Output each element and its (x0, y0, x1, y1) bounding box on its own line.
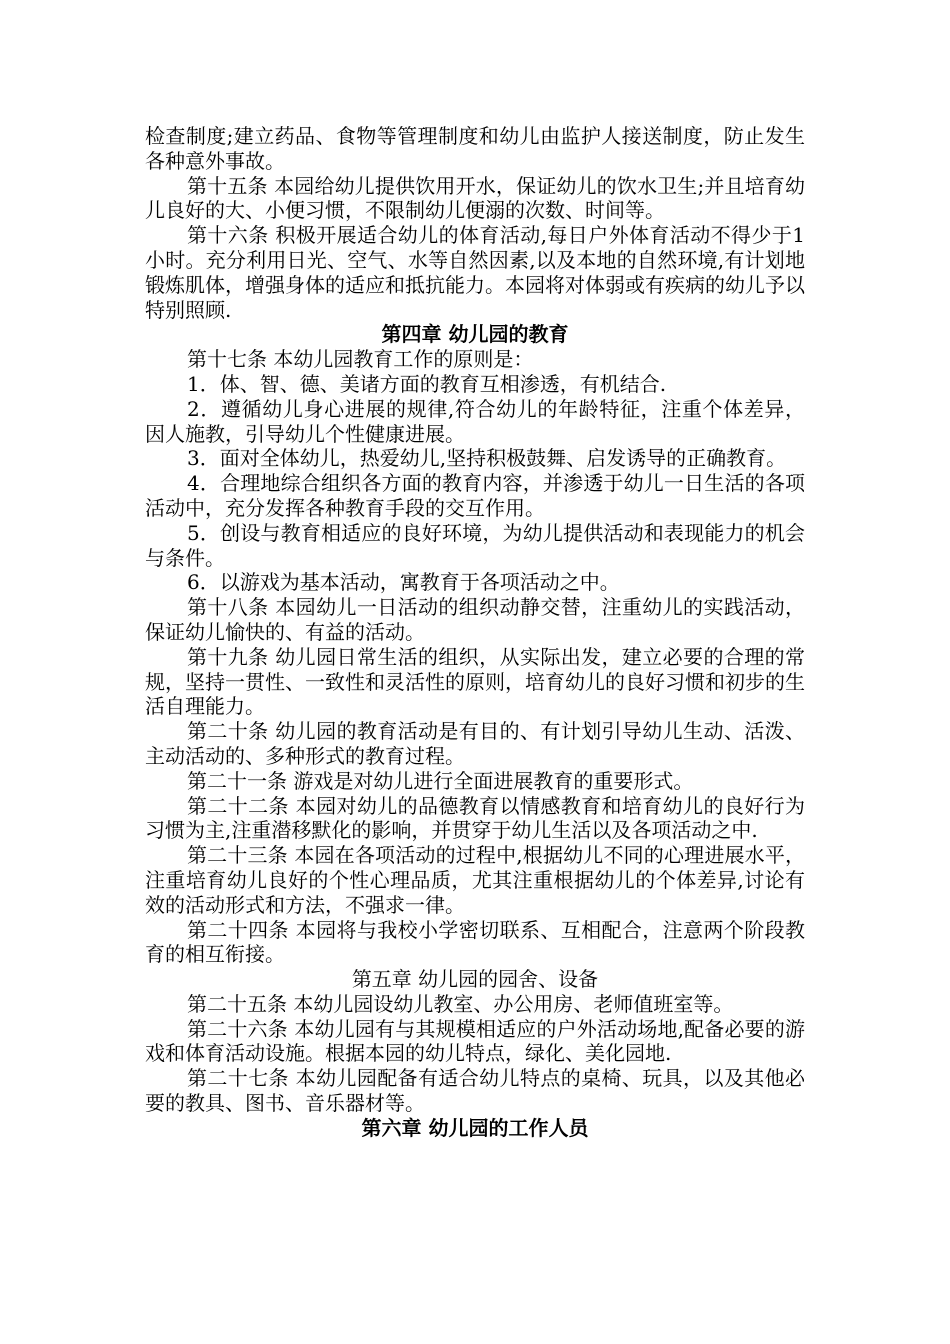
principle-6: 6．以游戏为基本活动，寓教育于各项活动之中。 (187, 570, 620, 595)
article-16: 第十六条 积极开展适合幼儿的体育活动,每日户外体育活动不得少于1小时。充分利用日光、空气、水等自然因素,以及本地的自然环境,有计划地锻炼肌体，增强身体的适应和抵抗能力。本园将对体弱或有疾病的幼儿予以特别照顾. (145, 223, 805, 322)
article-15: 第十五条 本园给幼儿提供饮用开水，保证幼儿的饮水卫生;并且培育幼儿良好的大、小便习惯，不限制幼儿便溺的次数、时间等。 (145, 173, 805, 223)
principle-1: 1．体、智、德、美诸方面的教育互相渗透，有机结合. (187, 371, 667, 396)
chapter-4-heading: 第四章 幼儿园的教育 (381, 322, 569, 347)
article-20: 第二十条 幼儿园的教育活动是有目的、有计划引导幼儿生动、活泼、主动活动的、多种形式的教育过程。 (145, 719, 805, 768)
article-23: 第二十三条 本园在各项活动的过程中,根据幼儿不同的心理进展水平，注重培育幼儿良好的个性心理品质，尤其注重根据幼儿的个体差异,讨论有效的活动形式和方法，不强求一律。 (145, 843, 805, 917)
article-19: 第十九条 幼儿园日常生活的组织，从实际出发，建立必要的合理的常规，坚持一贯性、一致性和灵活性的原则，培育幼儿的良好习惯和初步的生活自理能力。 (145, 644, 805, 719)
article-25: 第二十五条 本幼儿园设幼儿教室、办公用房、老师值班室等。 (187, 991, 734, 1016)
article-22: 第二十二条 本园对幼儿的品德教育以情感教育和培育幼儿的良好行为习惯为主,注重潜移默化的影响，并贯穿于幼儿生活以及各项活动之中. (145, 793, 805, 843)
article-18: 第十八条 本园幼儿一日活动的组织动静交替，注重幼儿的实践活动，保证幼儿愉快的、有益的活动。 (145, 595, 805, 644)
principle-5: 5．创设与教育相适应的良好环境，为幼儿提供活动和表现能力的机会与条件。 (145, 520, 805, 570)
paragraph-1: 检查制度;建立药品、食物等管理制度和幼儿由监护人接送制度，防止发生各种意外事故。 (145, 124, 805, 173)
article-17: 第十七条 本幼儿园教育工作的原则是： (187, 347, 534, 372)
article-24: 第二十四条 本园将与我校小学密切联系、互相配合，注意两个阶段教育的相互衔接。 (145, 917, 805, 967)
principle-2: 2．遵循幼儿身心进展的规律,符合幼儿的年龄特征，注重个体差异，因人施教，引导幼儿个性健康进展。 (145, 396, 805, 446)
article-27: 第二十七条 本幼儿园配备有适合幼儿特点的桌椅、玩具，以及其他必要的教具、图书、音乐器材等。 (145, 1066, 805, 1116)
chapter-5-heading: 第五章 幼儿园的园舍、设备 (351, 967, 599, 992)
chapter-6-heading: 第六章 幼儿园的工作人员 (361, 1115, 589, 1140)
article-21: 第二十一条 游戏是对幼儿进行全面进展教育的重要形式。 (187, 768, 694, 793)
principle-4: 4．合理地综合组织各方面的教育内容，并渗透于幼儿一日生活的各项活动中，充分发挥各种教育手段的交互作用。 (145, 471, 805, 520)
principle-3: 3．面对全体幼儿，热爱幼儿,坚持积极鼓舞、启发诱导的正确教育。 (187, 446, 787, 471)
article-26: 第二十六条 本幼儿园有与其规模相适应的户外活动场地,配备必要的游戏和体育活动设施。根据本园的幼儿特点，绿化、美化园地. (145, 1016, 805, 1066)
